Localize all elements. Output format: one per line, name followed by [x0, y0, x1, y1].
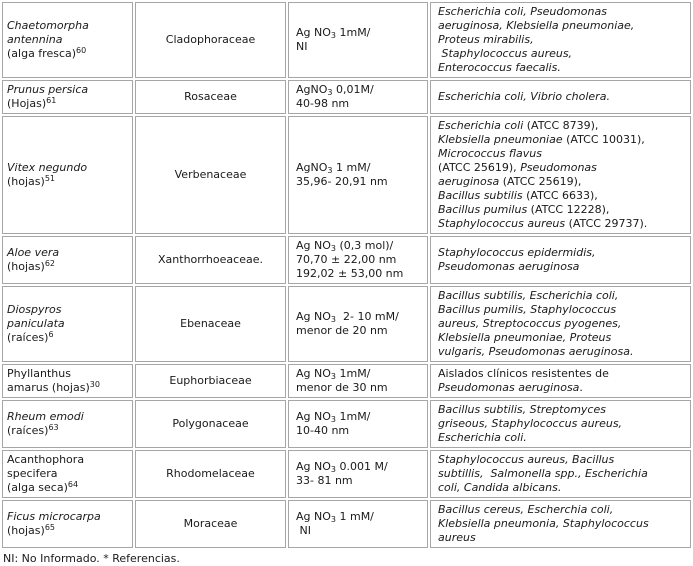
table-row [2, 286, 691, 362]
agno3-concentration-size-cell: Ag $NO_3$ 2- 10 mM/ menor de 20 nm [288, 286, 428, 362]
plant-name-cell: Ficus microcarpa (hojas)$^{65}$ [2, 500, 133, 548]
family-cell: Polygonaceae [135, 400, 286, 448]
agno3-concentration-size-cell: Ag $NO_3$ 1 mM/ NI [288, 500, 428, 548]
family-cell: Cladophoraceae [135, 2, 286, 78]
table-row [2, 236, 691, 284]
family-cell: Verbenaceae [135, 116, 286, 234]
plant-name-cell: Phyllanthus amarus (hojas)$^{30}$ [2, 364, 133, 398]
bacteria-cell: Escherichia coli (ATCC 8739), Klebsiella pneumoniae (ATCC 10031), Micrococcus flavus (ATCC 25619), Pseudomonas aeruginosa (ATCC 25619), Bacillus subtilis (ATCC 6633), Bacillus pumilus (ATCC 12228), Staphylococcus aureus (ATCC 29737). [430, 116, 691, 234]
table-row [2, 116, 691, 234]
bacteria-cell: Staphylococcus aureus, Bacillus subtillis, Salmonella spp., Escherichia coli, Candida albicans. [430, 450, 691, 498]
bacteria-cell: Escherichia coli, Pseudomonas aeruginosa, Klebsiella pneumoniae, Proteus mirabilis, Staphylococcus aureus, Enterococcus faecalis. [430, 2, 691, 78]
table-row [2, 450, 691, 498]
family-cell: Euphorbiaceae [135, 364, 286, 398]
bacteria-cell: Staphylococcus epidermidis, Pseudomonas aeruginosa [430, 236, 691, 284]
plant-name-cell: Diospyros paniculata (raíces)$^6$ [2, 286, 133, 362]
plant-name-cell: Aloe vera (hojas)$^{62}$ [2, 236, 133, 284]
agno3-concentration-size-cell: AgNO$_3$ 0,01M/ 40-98 nm [288, 80, 428, 114]
family-cell: Moraceae [135, 500, 286, 548]
plant-name-cell: Vitex negundo (hojas)$^{51}$ [2, 116, 133, 234]
plant-name-cell: Acanthophora specifera (alga seca)$^{64}$ [2, 450, 133, 498]
bacteria-cell: Bacillus cereus, Escherchia coli, Klebsiella pneumonia, Staphylococcus aureus [430, 500, 691, 548]
bacteria-cell: Bacillus subtilis, Escherichia coli, Bacillus pumilis, Staphylococcus aureus, Streptococcus pyogenes, Klebsiella pneumoniae, Proteus vulgaris, Pseudomonas aeruginosa. [430, 286, 691, 362]
table-body [2, 2, 691, 548]
family-cell: Ebenaceae [135, 286, 286, 362]
table-row [2, 2, 691, 78]
plant-name-cell: Chaetomorpha antennina (alga fresca)$^{60}$ [2, 2, 133, 78]
family-cell: Xanthorrhoeaceae. [135, 236, 286, 284]
agno3-concentration-size-cell: AgNO$_3$ 1 mM/ 35,96- 20,91 nm [288, 116, 428, 234]
agno3-concentration-size-cell: Ag $NO_3$ 1mM/ 10-40 nm [288, 400, 428, 448]
table-row [2, 400, 691, 448]
plant-name-cell: Prunus persica (Hojas)$^{61}$ [2, 80, 133, 114]
agno3-concentration-size-cell: Ag $NO_3$ (0,3 mol)/ 70,70 ± 22,00 nm 192,02 ± 53,00 nm [288, 236, 428, 284]
plant-name-cell: Rheum emodi (raíces)$^{63}$ [2, 400, 133, 448]
footnote: NI: No Informado. * Referencias. [3, 552, 180, 565]
agno3-concentration-size-cell: Ag $NO_3$ 0.001 M/ 33- 81 nm [288, 450, 428, 498]
table-row [2, 500, 691, 548]
bacteria-cell: Escherichia coli, Vibrio cholera. [430, 80, 691, 114]
table-row [2, 364, 691, 398]
bacteria-cell: Aislados clínicos resistentes de Pseudomonas aeruginosa. [430, 364, 691, 398]
bacteria-cell: Bacillus subtilis, Streptomyces griseous, Staphylococcus aureus, Escherichia coli. [430, 400, 691, 448]
agno3-concentration-size-cell: Ag $NO_3$ 1mM/ NI [288, 2, 428, 78]
family-cell: Rhodomelaceae [135, 450, 286, 498]
table-row [2, 80, 691, 114]
agno3-concentration-size-cell: Ag $NO_3$ 1mM/ menor de 30 nm [288, 364, 428, 398]
family-cell: Rosaceae [135, 80, 286, 114]
